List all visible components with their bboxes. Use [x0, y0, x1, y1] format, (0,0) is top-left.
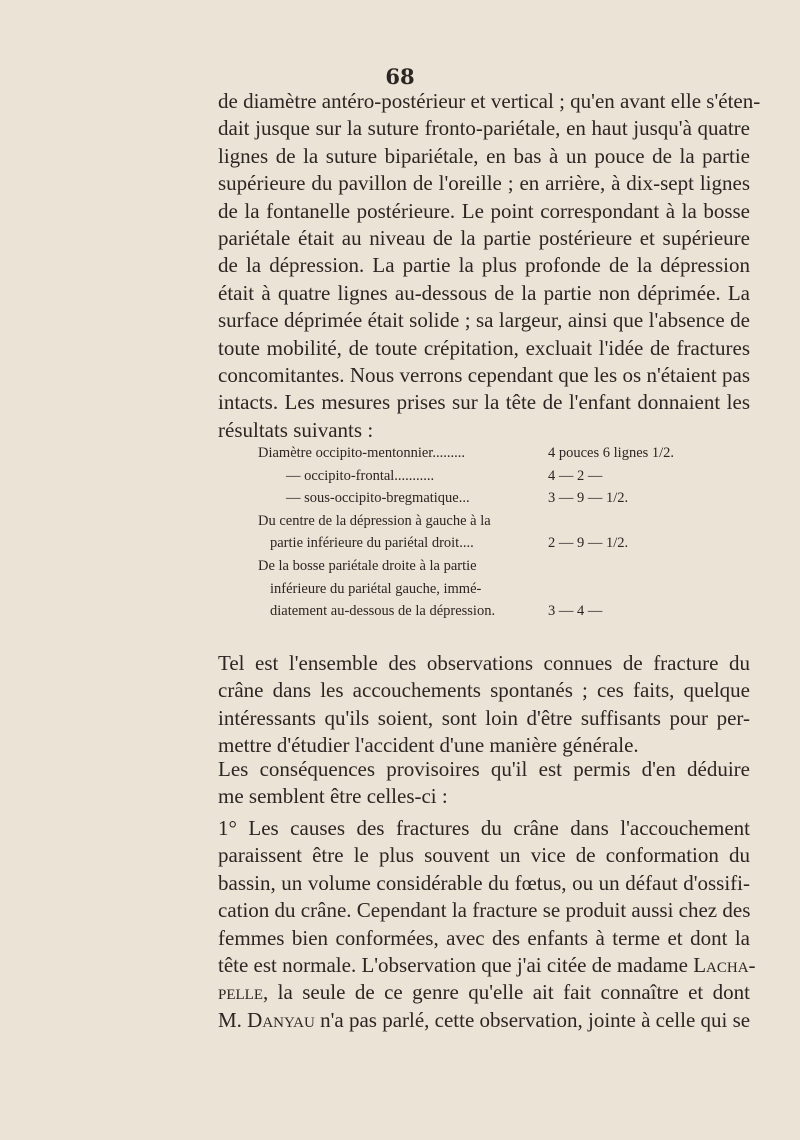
text-line: lignes de la suture bipariétale, en bas à un pouce de la partie: [218, 143, 750, 168]
measurement-row: [258, 578, 718, 601]
author-name: Lacha-: [693, 953, 756, 978]
paragraph-1: [218, 88, 761, 444]
text-line: me semblent être celles-ci :: [218, 784, 448, 809]
author-name: pelle: [218, 980, 263, 1005]
text-line: crâne dans les accouchements spontanés ; ces faits, quelque: [218, 678, 750, 703]
page-number: 68: [385, 64, 415, 89]
measurement-label: — sous-occipito-bregmatique...: [286, 490, 470, 507]
measurement-value: 4 pouces 6 lignes 1/2.: [548, 445, 675, 461]
text-line: pariétale était au niveau de la partie postérieure et supérieure: [218, 226, 750, 251]
measurement-row: [258, 532, 718, 555]
measurement-row: [258, 487, 718, 510]
text-segment: , la seule de ce genre qu'elle ait fait connaître et dont: [263, 980, 750, 1005]
measurement-row: [258, 442, 718, 465]
measurement-label: De la bosse pariétale droite à la partie: [258, 557, 477, 574]
measurement-row: [258, 465, 718, 488]
paragraph-4: [218, 815, 756, 1034]
text-line: [218, 1007, 750, 1034]
measurement-row: [258, 600, 718, 623]
text-line: intéressants qu'ils soient, sont loin d'être suffisants pour per-: [218, 705, 750, 730]
text-segment: tête est normale. L'observation que j'ai citée de madame: [218, 953, 688, 978]
paragraph-2: [218, 650, 750, 760]
text-line: paraissent être le plus souvent un vice de conformation du: [218, 843, 750, 868]
text-segment: n'a pas parlé, cette observation, jointe à celle qui se: [314, 1007, 751, 1032]
text-line: 1° Les causes des fractures du crâne dans l'accouchement: [218, 816, 750, 840]
text-line: femmes bien conformées, avec des enfants à terme et dont la: [218, 925, 750, 950]
text-line: [218, 952, 756, 979]
text-line: de diamètre antéro-postérieur et vertical ; qu'en avant elle s'éten-: [218, 89, 761, 113]
measurement-value: 2 — 9 — 1/2.: [548, 535, 629, 552]
text-line: cation du crâne. Cependant la fracture se produit aussi chez des: [218, 898, 751, 923]
text-line: Tel est l'ensemble des observations connues de fracture du: [218, 651, 750, 675]
text-line: surface déprimée était solide ; sa largeur, ainsi que l'absence de: [218, 308, 750, 333]
text-line: supérieure du pavillon de l'oreille ; en arrière, à dix-sept lignes: [218, 171, 750, 196]
measurement-value: 4 — 2 —: [548, 467, 603, 484]
measurements-table: [258, 442, 718, 623]
measurement-value: 3 — 9 — 1/2.: [548, 490, 629, 507]
text-line: dait jusque sur la suture fronto-pariétale, en haut jusqu'à quatre: [218, 116, 750, 141]
measurement-label: — occipito-frontal...........: [286, 467, 435, 484]
paragraph-3: [218, 756, 750, 811]
text-line: concomitantes. Nous verrons cependant que les os n'étaient pas: [218, 363, 750, 388]
text-line: toute mobilité, de toute crépitation, excluait l'idée de fractures: [218, 335, 750, 360]
text-line: bassin, un volume considérable du fœtus, ou un défaut d'ossifi-: [218, 870, 750, 895]
text-line: était à quatre lignes au-dessous de la partie non déprimée. La: [218, 280, 750, 305]
measurement-label: Diamètre occipito-mentonnier.........: [258, 445, 465, 461]
text-line: intacts. Les mesures prises sur la tête de l'enfant donnaient les: [218, 390, 750, 415]
measurement-label: inférieure du pariétal gauche, immé-: [270, 580, 482, 597]
measurement-label: partie inférieure du pariétal droit....: [270, 535, 474, 552]
measurement-value: 3 — 4 —: [548, 603, 603, 620]
measurement-row: [258, 510, 718, 533]
text-line: de la fontanelle postérieure. Le point correspondant à la bosse: [218, 198, 750, 223]
text-line: de la dépression. La partie la plus profonde de la dépression: [218, 253, 750, 278]
measurement-label: diatement au-dessous de la dépression.: [270, 603, 496, 620]
measurement-label: Du centre de la dépression à gauche à la: [258, 512, 491, 529]
text-line: résultats suivants :: [218, 417, 374, 442]
text-line: [218, 979, 750, 1006]
text-line: Les conséquences provisoires qu'il est permis d'en déduire: [218, 757, 750, 781]
measurement-row: [258, 555, 718, 578]
text-line: mettre d'étudier l'accident d'une manière générale.: [218, 733, 639, 758]
author-name: M. Danyau: [218, 1007, 315, 1032]
